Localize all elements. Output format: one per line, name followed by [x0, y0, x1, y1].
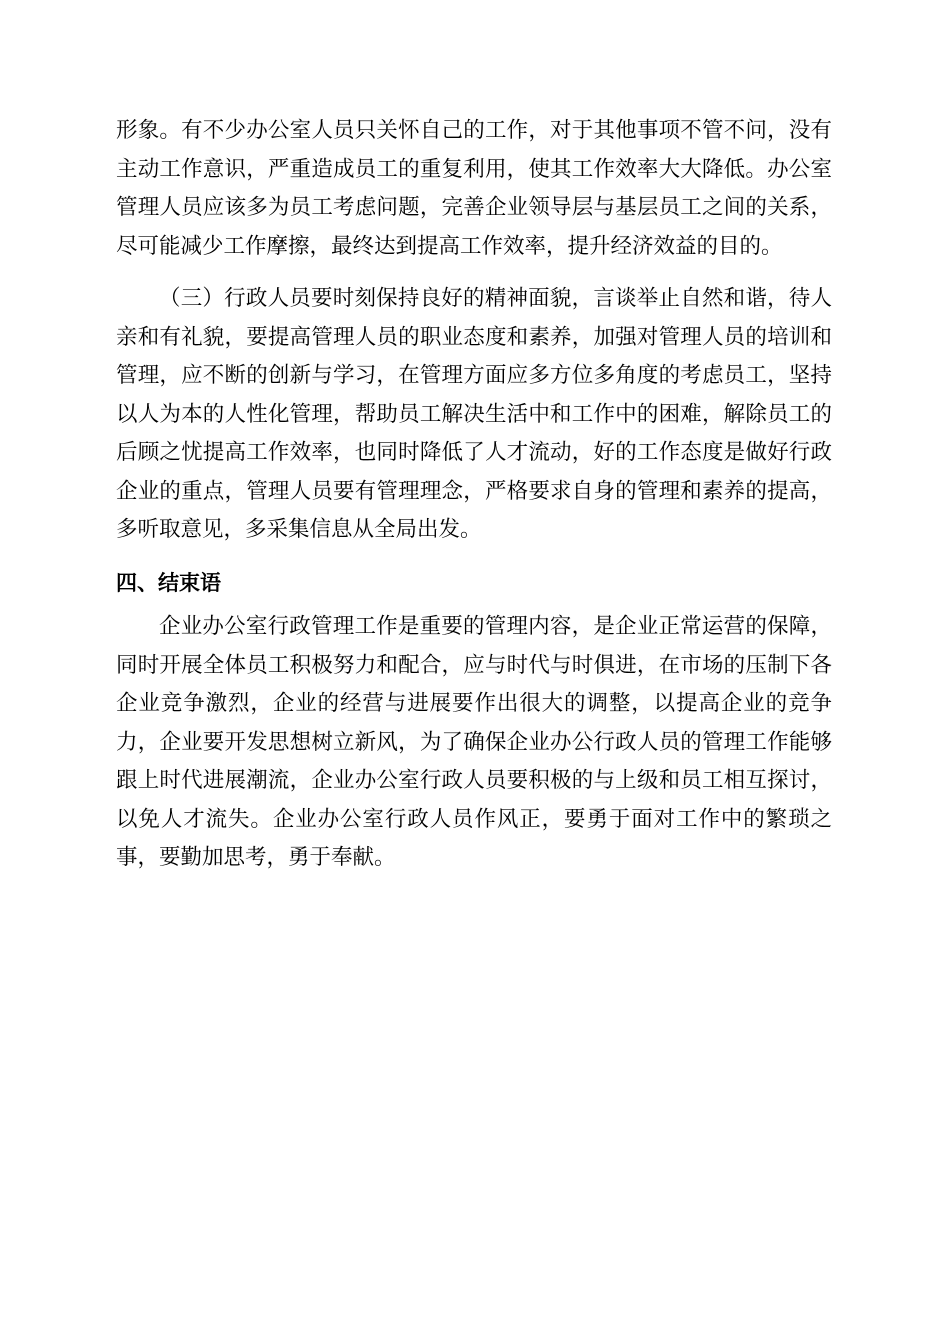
section-heading-conclusion: 四、结束语 — [116, 570, 221, 595]
paragraph-continued: 形象。有不少办公室人员只关怀自己的工作，对于其他事项不管不问，没有主动工作意识，严重造成员工的重复利用，使其工作效率大大降低。办公室管理人员应该多为员工考虑问题，完善企业领导层与基层员工之间的关系，尽可能减少工作摩擦，最终达到提高工作效率，提升经济效益的目的。 — [116, 118, 832, 259]
paragraph-conclusion: 企业办公室行政管理工作是重要的管理内容，是企业正常运营的保障，同时开展全体员工积极努力和配合，应与时代与时俱进，在市场的压制下各企业竞争激烈，企业的经营与进展要作出很大的调整，以提高企业的竞争力，企业要开发思想树立新风，为了确保企业办公行政人员的管理工作能够跟上时代进展潮流，企业办公室行政人员要积极的与上级和员工相互探讨，以免人才流失。企业办公室行政人员作风正，要勇于面对工作中的繁琐之事，要勤加思考，勇于奉献。 — [116, 614, 832, 870]
document-body — [116, 112, 832, 878]
paragraph-point-three: （三）行政人员要时刻保持良好的精神面貌，言谈举止自然和谐，待人亲和有礼貌，要提高管理人员的职业态度和素养，加强对管理人员的培训和管理，应不断的创新与学习，在管理方面应多方位多角度的考虑员工，坚持以人为本的人性化管理，帮助员工解决生活中和工作中的困难，解除员工的后顾之忧提高工作效率，也同时降低了人才流动，好的工作态度是做好行政企业的重点，管理人员要有管理理念，严格要求自身的管理和素养的提高，多听取意见，多采集信息从全局出发。 — [116, 286, 832, 542]
